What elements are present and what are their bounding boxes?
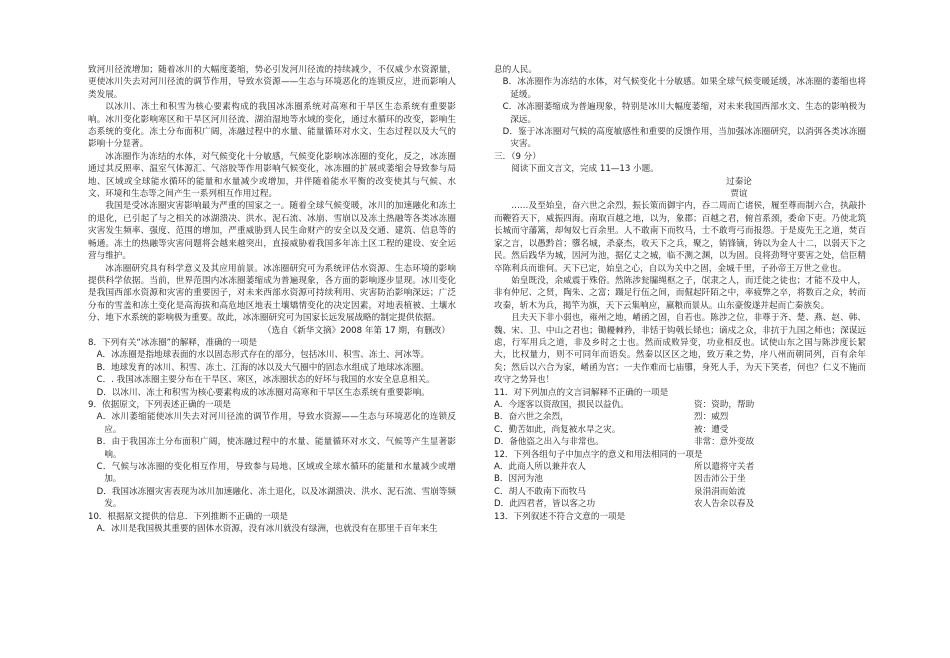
- essay-paragraph: 始皇既没，余威震于殊俗。然陈涉瓮牖绳枢之子，氓隶之人，而迁徙之徒也；才能不及中人，非有仲尼、之贤，陶朱、之富；蹑足行伍之间，而倔起阡陌之中，率疲弊之卒，将数百之众，转而攻秦，斩木为兵，揭竿为旗，天下云集响应，嬴粮而景从。山东豪俊遂并起而亡秦族矣。: [494, 275, 866, 311]
- question-option: B．冰冻圈作为冻结的水体，对气候变化十分敏感。如果全球气候变暖延缓，冰冻圈的萎缩也将延缓。: [502, 77, 866, 100]
- option-pair: 农人告余以春及: [694, 499, 755, 510]
- right-column: [494, 64, 866, 523]
- question-option: [494, 399, 866, 411]
- passage-paragraph: 以冰川、冻土和积雪为核心要素构成的我国冰冻圈系统对高寒和干旱区生态系统有重要影响。冰川变化影响寒区和干旱区河川径流、湖泊湿地等水域的变化，通过水循环的改变，影响生态系统的变化。冻土分布面积广阔，冻融过程中的水量、能量循环对水文、生态过程以及大气的影响十分显著。: [88, 102, 456, 150]
- question-option: C．冰冻圈萎缩成为普遍现象，特别是冰川大幅度萎缩，对未来我国西部水文、生态的影响极为深远。: [502, 102, 866, 125]
- question-stem: 12．下列各组句子中加点字的意义和用法相同的一项是: [494, 449, 703, 460]
- option-pair: 泉涓涓而始流: [694, 486, 746, 497]
- option-pair: 因击沛公于坐: [694, 474, 746, 485]
- question-stem: 9．依据原文，下列表述正确的一项是: [88, 399, 231, 410]
- essay-paragraph: ……及至始皇，奋六世之余烈，振长策而御宇内，吞二周而亡诸侯，履至尊而制六合，执敲扑而鞭笞天下，威振四海。南取百越之地，以为，象郡；百越之君，俯首系颈，委命下吏。乃使北筑长城而守藩篱，却匈奴七百余里。人不敢南下而牧马，士不敢弯弓而报怨。于是废先王之道，焚百家之言，以愚黔首；隳名城，杀豪杰，收天下之兵，聚之，销锋镝，铸以为金人十二，以弱天下之民。然后践华为城，因河为池，据亿丈之城，临不测之渊，以为固。良将劲弩守要害之处，信臣精卒陈利兵而谁何。天下已定，始皇之心，自以为关中之固，金城千里，子孙帝王万世之业也。: [494, 201, 866, 274]
- option-text: A．此商人所以兼并农人: [494, 462, 586, 472]
- option-text: D．此四君者，皆以客之功: [494, 499, 596, 510]
- option-text: C．勤苦如此，尚复被水旱之灾。: [494, 424, 621, 435]
- option-text: D．备他盗之出入与非常也。: [494, 437, 604, 448]
- question-option: [494, 473, 866, 485]
- option-gloss: 非常：意外变故: [694, 437, 755, 448]
- question-option: [494, 461, 866, 473]
- option-text: B．因河为池: [494, 474, 543, 485]
- question-option: [494, 436, 866, 448]
- question-option: A．冰冻圈是指地球表面的水以固态形式存在的部分，包括冰川、积雪、冻土、河冰等。: [96, 350, 430, 361]
- question-option: A．冰川萎缩能使冰川失去对河川径流的调节作用，导致水资源——生态与环境恶化的连锁反应。: [96, 412, 456, 435]
- option-gloss: 被：遭受: [694, 424, 729, 435]
- essay-title: 过秦论: [726, 176, 752, 187]
- question-option: [494, 498, 866, 510]
- question-option: [494, 486, 866, 498]
- question-option: C．气候与冰冻圈的变化相互作用，导致参与局地、区域或全球水循环的能量和水量减少或增加。: [96, 462, 456, 485]
- option-text: C．胡人不敢南下而牧马: [494, 486, 586, 497]
- passage-paragraph: 致河川径流增加；随着冰川的大幅度萎缩，势必引发河川径流的持续减少，不仅威少水资源量，更使冰川失去对河川径流的调节作用，导致水资源——生态与环境恶化的连锁反应，进而影响人类发展。: [88, 65, 456, 100]
- question-option: A．冰川是我国极其重要的固体水资源，没有冰川就没有绿洲，也就没有在那里千百年来生: [96, 524, 438, 535]
- question-option: D．以冰川、冻土和积雪为核心要素构成的冰冻圈对高寒和干旱区生态系统有重要影响。: [96, 387, 430, 398]
- option-pair: 所以遣将守关者: [694, 462, 755, 472]
- option-gloss: 资：资助，帮助: [694, 399, 755, 410]
- section-heading: 三．（9 分）: [494, 151, 541, 162]
- question-stem: 8．下列有关“冰冻圈”的解释，准确的一项是: [88, 337, 258, 348]
- option-text: B．奋六世之余烈，: [494, 412, 569, 423]
- passage-paragraph: 我国是受冰冻圈灾害影响最为严重的国家之一。随着全球气候变暖，冰川的加速融化和冻土的退化，已引起了与之相关的冰湖溃决、洪水、泥石流、冰崩、雪崩以及冻土热融等各类冰冻圈灾害发生频率、强度、范围的增加，严重威胁到人民生命财产的安全以及交通、建筑、信息等的畅通。冻土的热融等灾害问题将会越来越突出，直接威胁着我国多年冻土区工程的建设、安全运营与维护。: [88, 201, 456, 262]
- continued-text: 息的人民。: [494, 65, 537, 75]
- essay-author: 贾谊: [730, 189, 748, 200]
- question-stem: 13．下列叙述不符合文意的一项是: [494, 511, 626, 522]
- question-option: C．. 我国冰冻圈主要分布在干旱区、寒区，冰冻圈状态的好坏与我国的水安全息息相关。: [96, 375, 435, 386]
- option-gloss: 烈：威烈: [694, 412, 729, 423]
- section-instruction: 阅读下面文言文，完成 11—13 小题。: [511, 164, 659, 175]
- passage-paragraph: 冰冻圈研究具有科学意义及其应用前景。冰冻圈研究可为系统评估水资源、生态环境的影响提供科学依据。当前，世界范围内冰冻圈萎缩成为普遍现象，各方面的影响逐步显现。冰川变化是我国西部水资源和灾害的重要因子，对未来西部水资源可持续利用、灾害防治影响深远；广泛分布的雪盖和冻土变化是高海拔和高危地区地表土壤矯情变化的决定因素，对地表植被、土壤水分、地下水系统的影响极为重要。故此，冰冻圈研究可为国家长远发展战略的制定提供依据。: [88, 263, 456, 324]
- question-stem: 11．对下列加点的文言词解释不正确的一项是: [494, 387, 669, 398]
- passage-paragraph: 冰冻圈作为冻结的水体，对气候变化十分敏感，气候变化影响冰冻圈的变化，反之，冰冻圈通过其反照率、温室气体源汇、气溶胶等作用影响气候变化，冰冻圈的扩展或萎缩会导致参与局地、区域或全球能水循环的能量和水量减少或增加，并伴随着能水平衡的改变使其与气候、水文、环境和生态等之间产生一系列相互作用过程。: [88, 151, 456, 200]
- question-option: D．鉴于冰冻圈对气候的高度敏感性和重要的反馈作用，当加强冰冻圈研究，以消弭各类冰冻圈灾害。: [502, 127, 866, 150]
- option-text: A．今逐客以资敌国，损民以益仇。: [494, 399, 629, 410]
- source-citation: （选自《新华文摘》2008 年第 17 期，有删改）: [262, 325, 450, 336]
- question-option: D．我国冰冻圈灾害表现为冰川加速融化、冻土退化，以及冰湖溃决、洪水、泥石流、雪崩等频发。: [96, 486, 456, 510]
- question-option: [494, 424, 866, 436]
- question-option: B．地球发育的冰川、积雪、冻土、江海的冰以及大气圈中的固态水组成了地球冰冻圈。: [96, 362, 430, 373]
- essay-paragraph: 且夫天下非小弱也，雍州之地，崤函之固，自若也。陈涉之位，非尊于齐、楚、燕、赵、韩、魏、宋、卫、中山之君也；锄耰棘矜，非铦于钩戟长铩也；谪戍之众，非抗于九国之师也；深谋远虑，行军用兵之道，非及乡时之士也。然而成败异变，功业相反也。试使山东之国与陈涉度长絜大，比权量力，则不可同年而语矣。然秦以区区之地，致万乘之势，序八州而朝同列，百有余年矣；然后以六合为家，崤函为宫；一夫作难而七庙隳，身死人手，为天下笑者，何也？仁义不施而攻守之势异也！: [494, 313, 866, 386]
- left-column: [88, 64, 456, 535]
- question-option: B．由于我国冻土分布面积广阔，使冻融过程中的水量、能量循环对水文、气候等产生显著影响。: [96, 437, 456, 460]
- question-option: [494, 411, 866, 423]
- question-stem: 10．根据原文提供的信息．下列推断不正确的一项是: [88, 511, 288, 522]
